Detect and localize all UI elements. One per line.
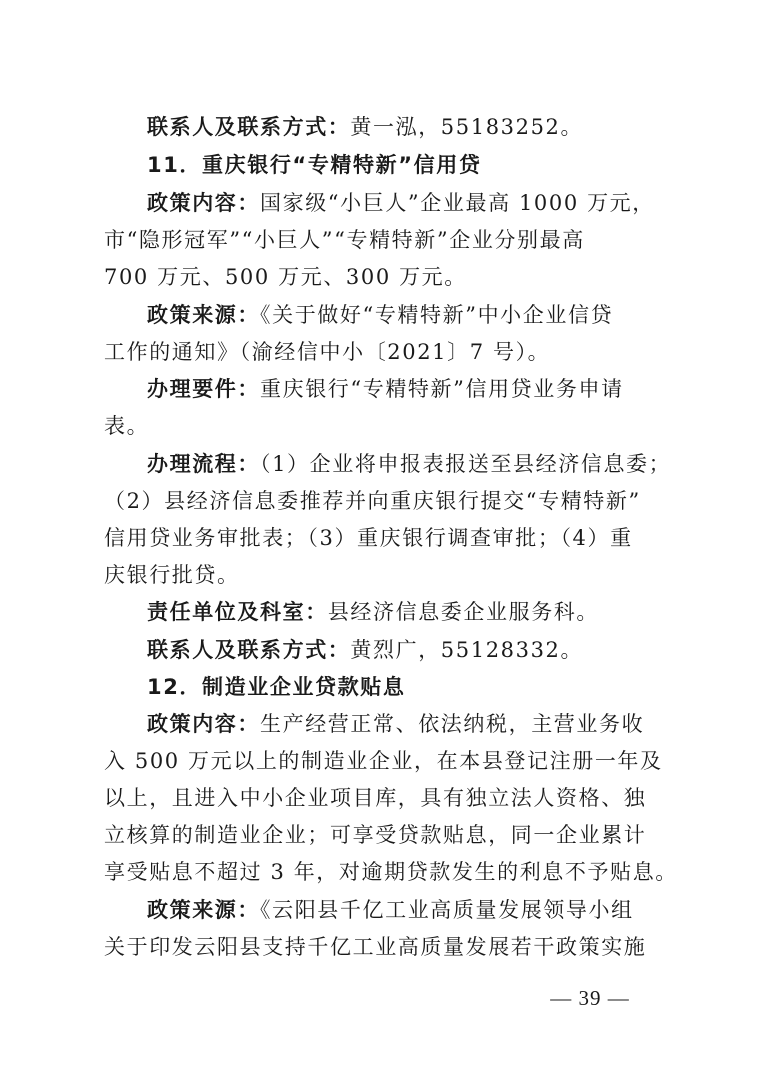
policy-source-line [147,895,660,925]
field-label: 办理流程： [147,452,260,476]
section-heading-text: 11．重庆银行“专精特新”信用贷 [147,153,482,177]
body-line [104,337,660,367]
body-text: 庆银行批贷。 [104,563,240,587]
field-label: 政策内容： [147,712,260,736]
body-text: 以上，且进入中小企业项目库，具有独立法人资格、独 [104,786,647,810]
body-text: 关于印发云阳县支持千亿工业高质量发展若干政策实施 [104,935,647,959]
body-line [104,857,678,887]
section-heading-text: 12．制造业企业贷款贴息 [147,675,406,699]
body-line [104,486,660,516]
policy-content-line [147,709,660,739]
contact-line [147,635,660,665]
body-line [104,523,660,553]
body-line [104,262,660,292]
responsible-unit-line [147,597,660,627]
required-documents-line [147,374,660,404]
body-line [104,560,660,590]
field-label: 联系人及联系方式： [147,115,351,139]
body-text: 立核算的制造业企业；可享受贷款贴息，同一企业累计 [104,823,647,847]
field-label: 责任单位及科室： [147,600,328,624]
field-label: 政策来源： [147,303,260,327]
body-text: 表。 [104,414,150,438]
body-text: 700 万元、500 万元、300 万元。 [104,265,467,289]
contact-line [147,112,660,142]
body-line [104,746,663,776]
body-text: 市“隐形冠军”“小巨人”“专精特新”企业分别最高 [104,228,585,252]
field-text: 生产经营正常、依法纳税，主营业务收 [260,712,645,736]
body-line [104,783,660,813]
field-text: 《云阳县千亿工业高质量发展领导小组 [260,898,634,922]
policy-content-line [147,188,660,218]
policy-source-line [147,300,660,330]
field-text: 黄一泓，55183252。 [350,115,584,139]
section-heading [147,672,660,702]
body-text: （2）县经济信息委推荐并向重庆银行提交“专精特新” [104,489,641,513]
field-text: 县经济信息委企业服务科。 [327,600,600,624]
body-text: 信用贷业务审批表；（3）重庆银行调查审批；（4）重 [104,526,633,550]
body-line [104,820,660,850]
section-heading [147,150,660,180]
page-number: — 39 — [550,986,630,1010]
field-text: 《关于做好“专精特新”中小企业信贷 [260,303,614,327]
body-text: 工作的通知》（渝经信中小〔2021〕7 号）。 [104,340,551,364]
field-text: 黄烈广，55128332。 [350,638,584,662]
body-text: 享受贴息不超过 3 年，对逾期贷款发生的利息不予贴息。 [104,860,678,884]
field-text: 重庆银行“专精特新”信用贷业务申请 [260,377,624,401]
field-text: 国家级“小巨人”企业最高 1000 万元， [260,191,655,215]
field-label: 联系人及联系方式： [147,638,351,662]
process-line [147,449,672,479]
body-line [104,411,660,441]
field-label: 政策来源： [147,898,260,922]
body-line [104,932,660,962]
body-line [104,225,660,255]
body-text: 入 500 万元以上的制造业企业，在本县登记注册一年及 [104,749,663,773]
field-label: 政策内容： [147,191,260,215]
field-text: （1）企业将申报表报送至县经济信息委； [260,452,672,476]
field-label: 办理要件： [147,377,260,401]
